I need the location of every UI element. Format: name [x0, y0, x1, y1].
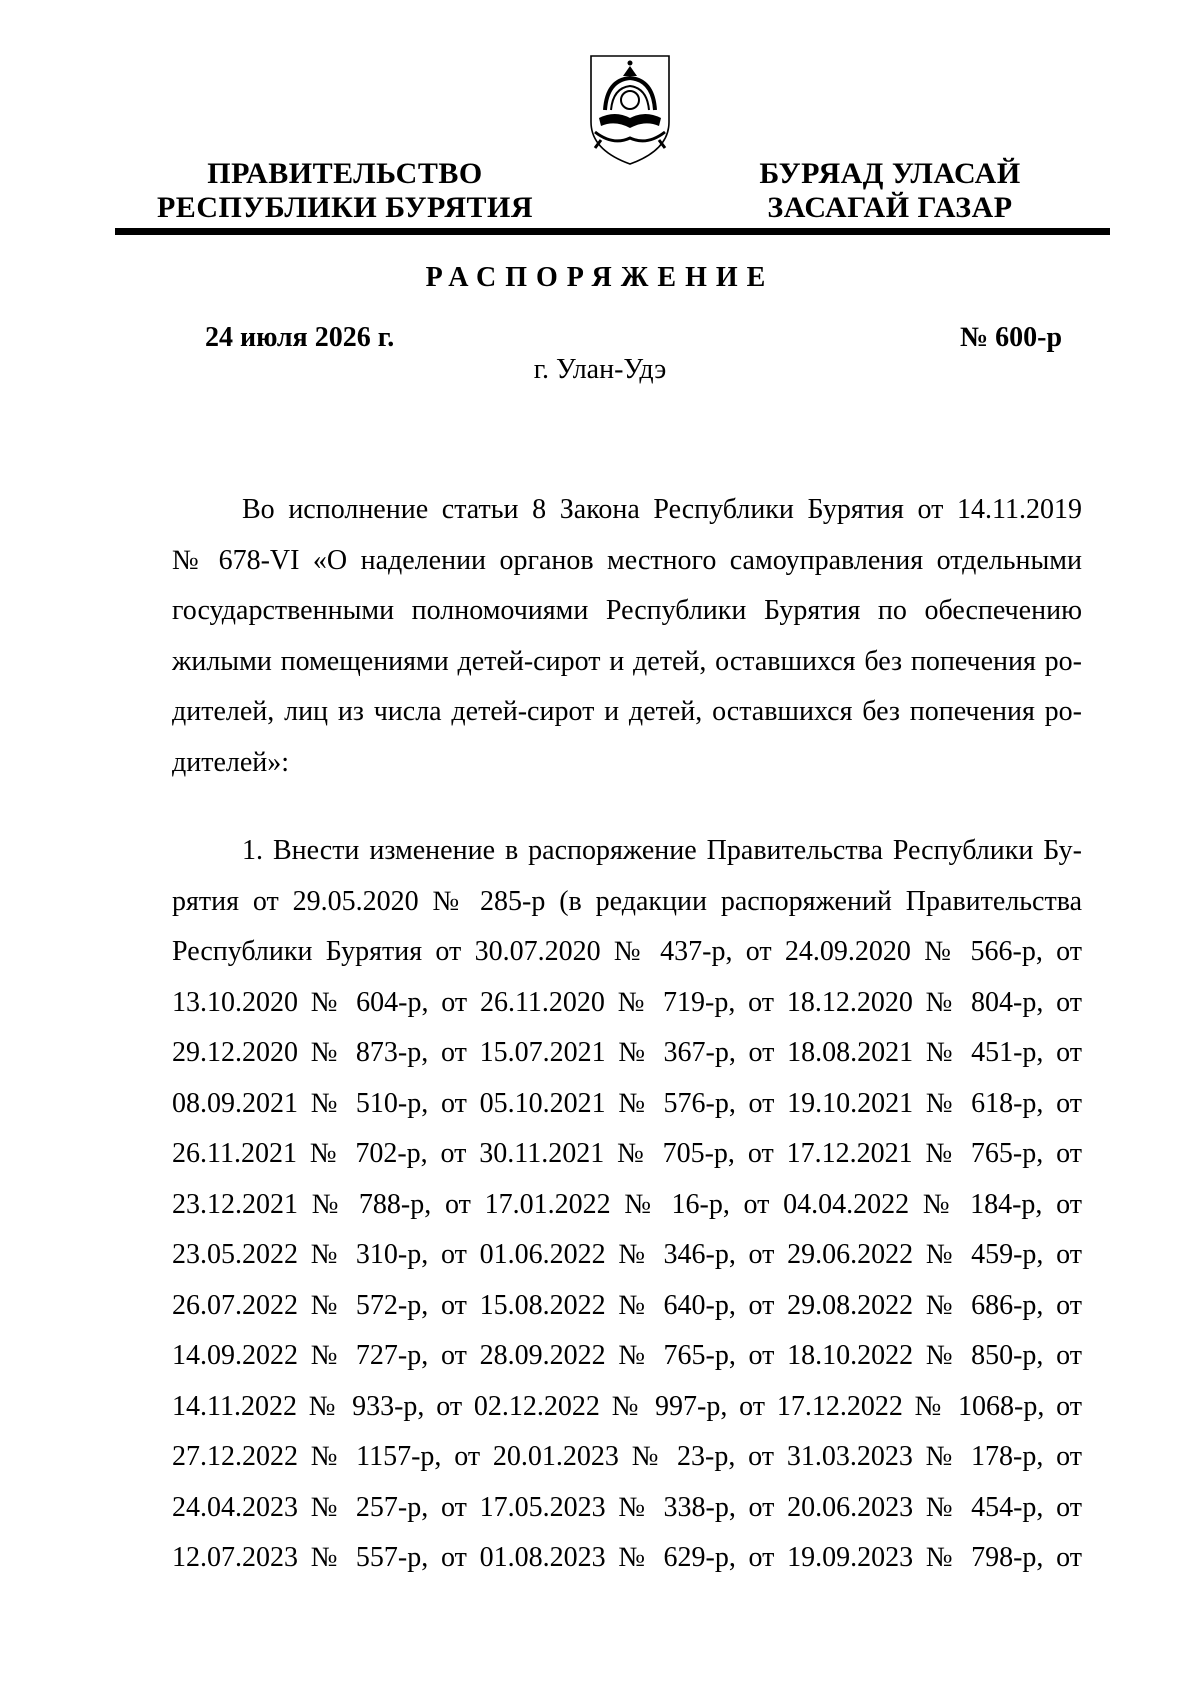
government-name-buryat-line1: БУРЯАД УЛАСАЙ: [759, 157, 1021, 190]
item-1-paragraph: [172, 826, 1082, 1584]
item-1-line: 08.09.2021 № 510-р, от 05.10.2021 № 576-р, от 19.10.2021 № 618-р, от: [172, 1087, 1082, 1119]
government-name-buryat-line2: ЗАСАГАЙ ГАЗАР: [767, 191, 1013, 224]
item-1-line: 23.05.2022 № 310-р, от 01.06.2022 № 346-р, от 29.06.2022 № 459-р, от: [172, 1239, 1082, 1270]
preamble-line: Во исполнение статьи 8 Закона Республики Бурятия от 14.11.2019: [242, 494, 1082, 525]
item-1-line: 29.12.2020 № 873-р, от 15.07.2021 № 367-р, от 18.08.2021 № 451-р, от: [172, 1037, 1082, 1068]
item-1-line: 26.07.2022 № 572-р, от 15.08.2022 № 640-р, от 29.08.2022 № 686-р, от: [172, 1289, 1082, 1321]
coat-of-arms-emblem: [585, 52, 675, 167]
preamble-line: государственными полномочиями Республики Бурятия по обеспечению: [172, 595, 1082, 626]
item-1-line: 13.10.2020 № 604-р, от 26.11.2020 № 719-р, от 18.12.2020 № 804-р, от: [172, 986, 1082, 1018]
preamble-line: № 678-VI «О наделении органов местного самоуправления отдельными: [172, 544, 1082, 576]
government-name-line2: РЕСПУБЛИКИ БУРЯТИЯ: [156, 191, 534, 224]
government-name-russian: [150, 157, 540, 225]
item-1-line: 26.11.2021 № 702-р, от 30.11.2021 № 705-р, от 17.12.2021 № 765-р, от: [172, 1138, 1082, 1169]
item-1-line: 12.07.2023 № 557-р, от 01.08.2023 № 629-р, от 19.09.2023 № 798-р, от: [172, 1542, 1082, 1573]
header-divider: [115, 228, 1110, 235]
government-name-line1: ПРАВИТЕЛЬСТВО: [207, 157, 483, 190]
document-number: № 600-р: [960, 322, 1063, 353]
item-1-line: 14.11.2022 № 933-р, от 02.12.2022 № 997-р, от 17.12.2022 № 1068-р, от: [172, 1390, 1082, 1422]
item-1-line: 27.12.2022 № 1157-р, от 20.01.2023 № 23-р, от 31.03.2023 № 178-р, от: [172, 1441, 1082, 1472]
document-date: 24 июля 2026 г.: [205, 322, 395, 353]
item-1-line: рятия от 29.05.2020 № 285-р (в редакции распоряжений Правительства: [172, 885, 1082, 917]
document-type: РАСПОРЯЖЕНИЕ: [425, 262, 775, 293]
preamble-paragraph: [172, 485, 1082, 788]
government-name-buryat: [740, 157, 1040, 225]
item-1-line: 1. Внести изменение в распоряжение Правительства Республики Бу-: [242, 835, 1082, 866]
preamble-line: дителей, лиц из числа детей-сирот и детей, оставшихся без попечения ро-: [172, 696, 1082, 727]
item-1-line: 14.09.2022 № 727-р, от 28.09.2022 № 765-р, от 18.10.2022 № 850-р, от: [172, 1340, 1082, 1371]
preamble-line: дителей»:: [172, 746, 290, 778]
preamble-line: жилыми помещениями детей-сирот и детей, оставшихся без попечения ро-: [172, 645, 1082, 677]
item-1-line: 24.04.2023 № 257-р, от 17.05.2023 № 338-р, от 20.06.2023 № 454-р, от: [172, 1491, 1082, 1523]
document-city: г. Улан-Удэ: [533, 354, 667, 385]
item-1-line: 23.12.2021 № 788-р, от 17.01.2022 № 16-р, от 04.04.2022 № 184-р, от: [172, 1188, 1082, 1220]
item-1-line: Республики Бурятия от 30.07.2020 № 437-р, от 24.09.2020 № 566-р, от: [172, 936, 1082, 967]
